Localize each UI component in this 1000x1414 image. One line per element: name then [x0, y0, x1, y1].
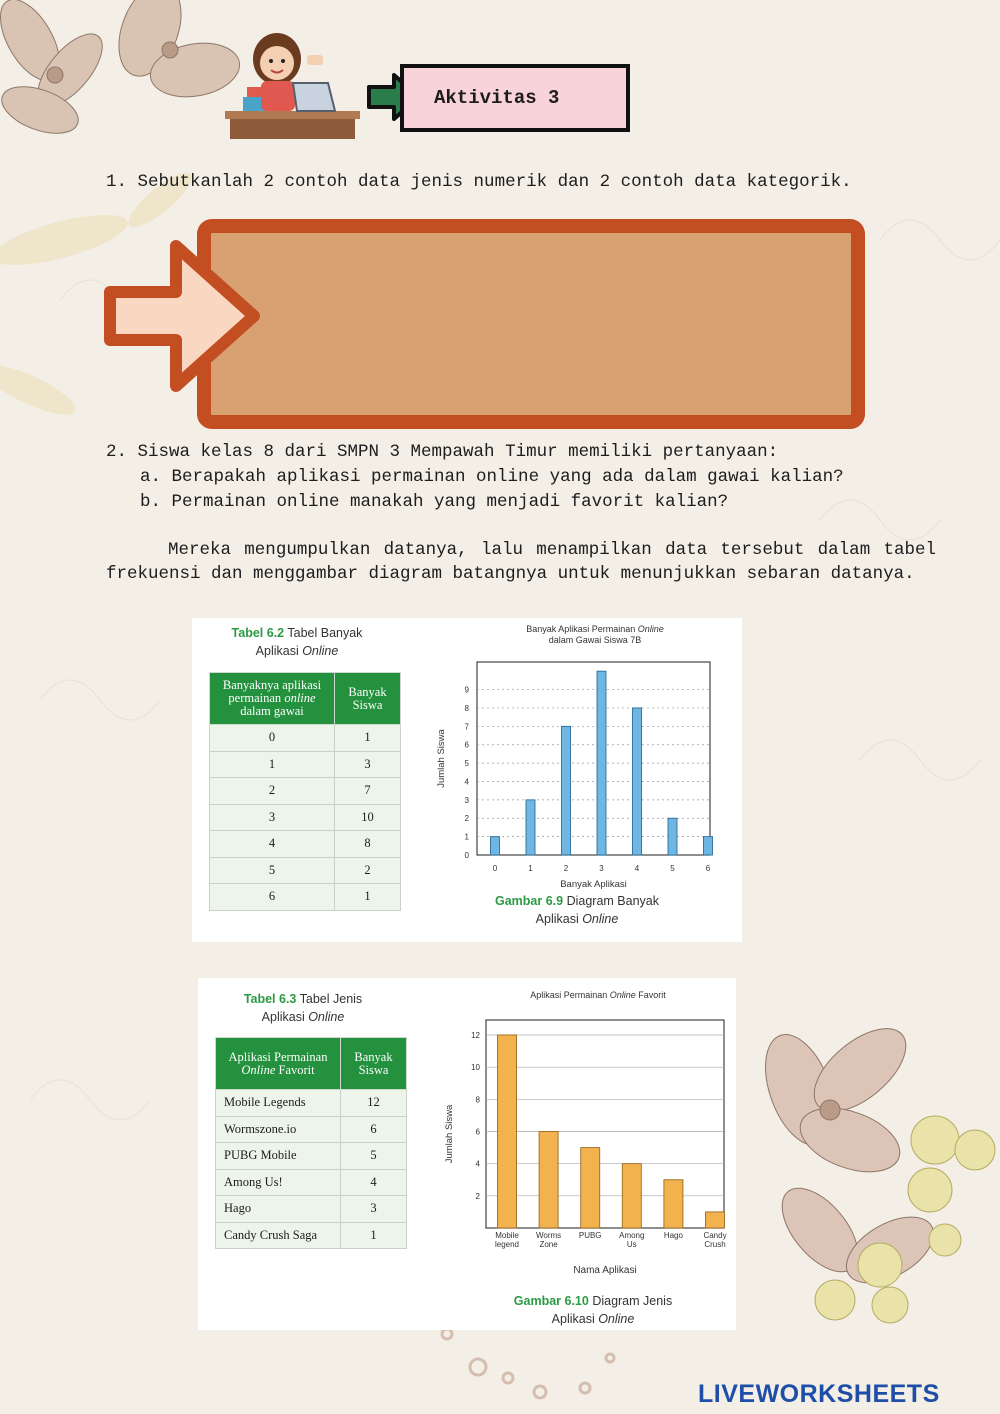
figure-panel-2: [198, 978, 736, 1330]
figure-1-caption-number: Gambar 6.9: [495, 894, 564, 908]
bar: [526, 800, 535, 855]
x-tick-label: 2: [563, 864, 569, 873]
y-tick-label: 9: [464, 685, 469, 695]
answer-1-input[interactable]: [215, 236, 849, 408]
x-tick-label: Worms: [536, 1231, 562, 1240]
table-row: [210, 831, 401, 858]
y-tick-label: 6: [464, 740, 469, 750]
x-tick-label: Hago: [663, 1231, 683, 1240]
table-cell-count: 6: [341, 1116, 407, 1143]
table-cell-label: 3: [210, 804, 335, 831]
figure-panel-1: [192, 618, 742, 942]
y-tick-label: 4: [475, 1159, 480, 1169]
liveworksheets-logo-text: LIVEWORKSHEETS: [698, 1380, 940, 1408]
figure-2-caption: [488, 1292, 698, 1328]
y-tick-label: 12: [471, 1031, 480, 1040]
table-cell-label: 4: [210, 831, 335, 858]
activity-title: Aktivitas 3: [434, 87, 560, 109]
table-cell-label: 0: [210, 725, 335, 752]
y-tick-label: 5: [464, 759, 469, 769]
bar: [498, 1035, 517, 1228]
table-2-header-app: Aplikasi Permainan Online Favorit: [216, 1038, 341, 1090]
y-tick-label: 0: [464, 851, 469, 860]
table-row: [210, 804, 401, 831]
bar: [491, 837, 500, 855]
table-2-caption: [198, 990, 408, 1026]
x-tick-label: Mobile: [495, 1231, 519, 1240]
intro-paragraph-text: Mereka mengumpulkan datanya, lalu menampilkan data tersebut dalam tabel frekuensi dan menggambar diagram batangnya untuk menunjukkan sebaran datanya.: [106, 540, 936, 584]
bar: [562, 726, 571, 855]
table-cell-count: 2: [335, 857, 401, 884]
question-2: [106, 440, 844, 515]
table-row: [216, 1143, 407, 1170]
table-row: [210, 751, 401, 778]
table-cell-label: 2: [210, 778, 335, 805]
table-cell-count: 1: [341, 1222, 407, 1249]
x-tick-label: Crush: [704, 1240, 726, 1249]
table-1-header-students: Banyak Siswa: [335, 673, 401, 725]
bar: [704, 837, 713, 855]
table-cell-count: 12: [341, 1090, 407, 1117]
table-row: [216, 1196, 407, 1223]
table-cell-count: 4: [341, 1169, 407, 1196]
table-cell-label: Candy Crush Saga: [216, 1222, 341, 1249]
bar: [706, 1212, 725, 1228]
y-tick-label: 10: [471, 1063, 480, 1073]
question-2a: a. Berapakah aplikasi permainan online yang ada dalam gawai kalian?: [140, 467, 844, 487]
activity-title-box: [400, 64, 630, 132]
table-row: [216, 1090, 407, 1117]
chart-1: [432, 648, 732, 890]
table-row: [210, 884, 401, 911]
y-tick-label: 8: [464, 703, 469, 713]
x-tick-label: Zone: [539, 1240, 558, 1249]
x-tick-label: 1: [528, 864, 533, 873]
y-tick-label: 6: [475, 1127, 480, 1137]
bar: [633, 708, 642, 855]
figure-2-caption-text: Diagram Jenis: [592, 1294, 673, 1308]
chart-2: [438, 1010, 734, 1280]
table-1-header-count: Banyaknya aplikasi permainan online dalam gawai: [210, 673, 335, 725]
table-cell-count: 8: [335, 831, 401, 858]
x-tick-label: Us: [626, 1240, 637, 1249]
table-cell-count: 3: [335, 751, 401, 778]
table-1: [209, 672, 401, 911]
flower-top-left: [0, 0, 244, 142]
table-row: [210, 857, 401, 884]
plot-frame: [486, 1020, 724, 1228]
table-cell-count: 7: [335, 778, 401, 805]
x-axis-label: Nama Aplikasi: [573, 1265, 637, 1276]
table-2-header-students: Banyak Siswa: [341, 1038, 407, 1090]
table-cell-label: Among Us!: [216, 1169, 341, 1196]
table-2-caption-italic: Online: [308, 1010, 345, 1024]
bar: [664, 1180, 683, 1228]
x-tick-label: 0: [492, 864, 498, 873]
chart-2-title: Aplikasi Permainan Online Favorit: [530, 990, 666, 1000]
table-cell-count: 5: [341, 1143, 407, 1170]
table-row: [210, 778, 401, 805]
figure-1-caption-line2: Aplikasi: [535, 912, 583, 926]
x-tick-label: Candy: [703, 1231, 727, 1240]
y-tick-label: 3: [464, 795, 469, 805]
table-cell-label: 1: [210, 751, 335, 778]
y-tick-label: 2: [464, 814, 469, 824]
x-tick-label: 3: [599, 864, 604, 873]
table-row: [210, 725, 401, 752]
x-tick-label: 4: [634, 864, 640, 873]
table-cell-count: 1: [335, 884, 401, 911]
table-row: [216, 1169, 407, 1196]
table-cell-label: 6: [210, 884, 335, 911]
x-tick-label: 6: [705, 864, 711, 873]
table-2-body: [216, 1090, 407, 1249]
girl-laptop-illustration: [225, 25, 360, 145]
bar: [622, 1164, 641, 1228]
bar: [597, 671, 606, 855]
y-tick-label: 7: [464, 722, 469, 732]
table-cell-label: Wormszone.io: [216, 1116, 341, 1143]
table-cell-label: 5: [210, 857, 335, 884]
table-2-caption-text: Tabel Jenis: [299, 992, 363, 1006]
table-cell-label: Mobile Legends: [216, 1090, 341, 1117]
y-axis-label: Jumlah Siswa: [436, 729, 447, 788]
table-2: [215, 1037, 407, 1249]
table-2-caption-number: Tabel 6.3: [243, 992, 297, 1006]
liveworksheets-logo[interactable]: [698, 1380, 940, 1409]
y-tick-label: 2: [475, 1191, 480, 1201]
table-cell-count: 10: [335, 804, 401, 831]
bar: [668, 818, 677, 855]
question-2b: b. Permainan online manakah yang menjadi favorit kalian?: [140, 492, 729, 512]
figure-2-caption-number: Gambar 6.10: [513, 1294, 589, 1308]
intro-paragraph: [106, 538, 936, 586]
table-1-caption-line2: Aplikasi: [255, 644, 303, 658]
question-2-stem: 2. Siswa kelas 8 dari SMPN 3 Mempawah Timur memiliki pertanyaan:: [106, 442, 779, 462]
table-cell-count: 1: [335, 725, 401, 752]
table-row: [216, 1222, 407, 1249]
x-axis-label: Banyak Aplikasi: [560, 879, 627, 890]
figure-2-caption-line2: Aplikasi: [551, 1312, 599, 1326]
chart-1-title: Banyak Aplikasi Permainan Online dalam Gawai Siswa 7B: [526, 624, 664, 645]
figure-1-caption-text: Diagram Banyak: [566, 894, 659, 908]
figure-1-caption: [472, 892, 682, 928]
bar: [539, 1132, 558, 1229]
x-tick-label: 5: [670, 864, 675, 873]
question-1: 1. Sebutkanlah 2 contoh data jenis numerik dan 2 contoh data kategorik.: [106, 172, 852, 192]
x-tick-label: legend: [494, 1240, 520, 1249]
y-tick-label: 4: [464, 777, 469, 787]
table-cell-count: 3: [341, 1196, 407, 1223]
y-axis-label: Jumlah Siswa: [444, 1104, 455, 1164]
y-tick-label: 8: [475, 1095, 480, 1105]
x-tick-label: PUBG: [578, 1231, 602, 1240]
table-1-caption-italic: Online: [302, 644, 339, 658]
y-tick-label: 1: [464, 832, 469, 842]
table-cell-label: PUBG Mobile: [216, 1143, 341, 1170]
table-1-caption-number: Tabel 6.2: [231, 626, 285, 640]
x-tick-label: Among: [619, 1231, 645, 1240]
table-1-body: [210, 725, 401, 911]
figure-1-caption-italic: Online: [582, 912, 619, 926]
table-cell-label: Hago: [216, 1196, 341, 1223]
table-2-caption-line2: Aplikasi: [261, 1010, 309, 1024]
table-1-caption-text: Tabel Banyak: [287, 626, 363, 640]
figure-2-caption-italic: Online: [598, 1312, 635, 1326]
table-row: [216, 1116, 407, 1143]
table-1-caption: [192, 624, 402, 660]
bar: [581, 1148, 600, 1228]
